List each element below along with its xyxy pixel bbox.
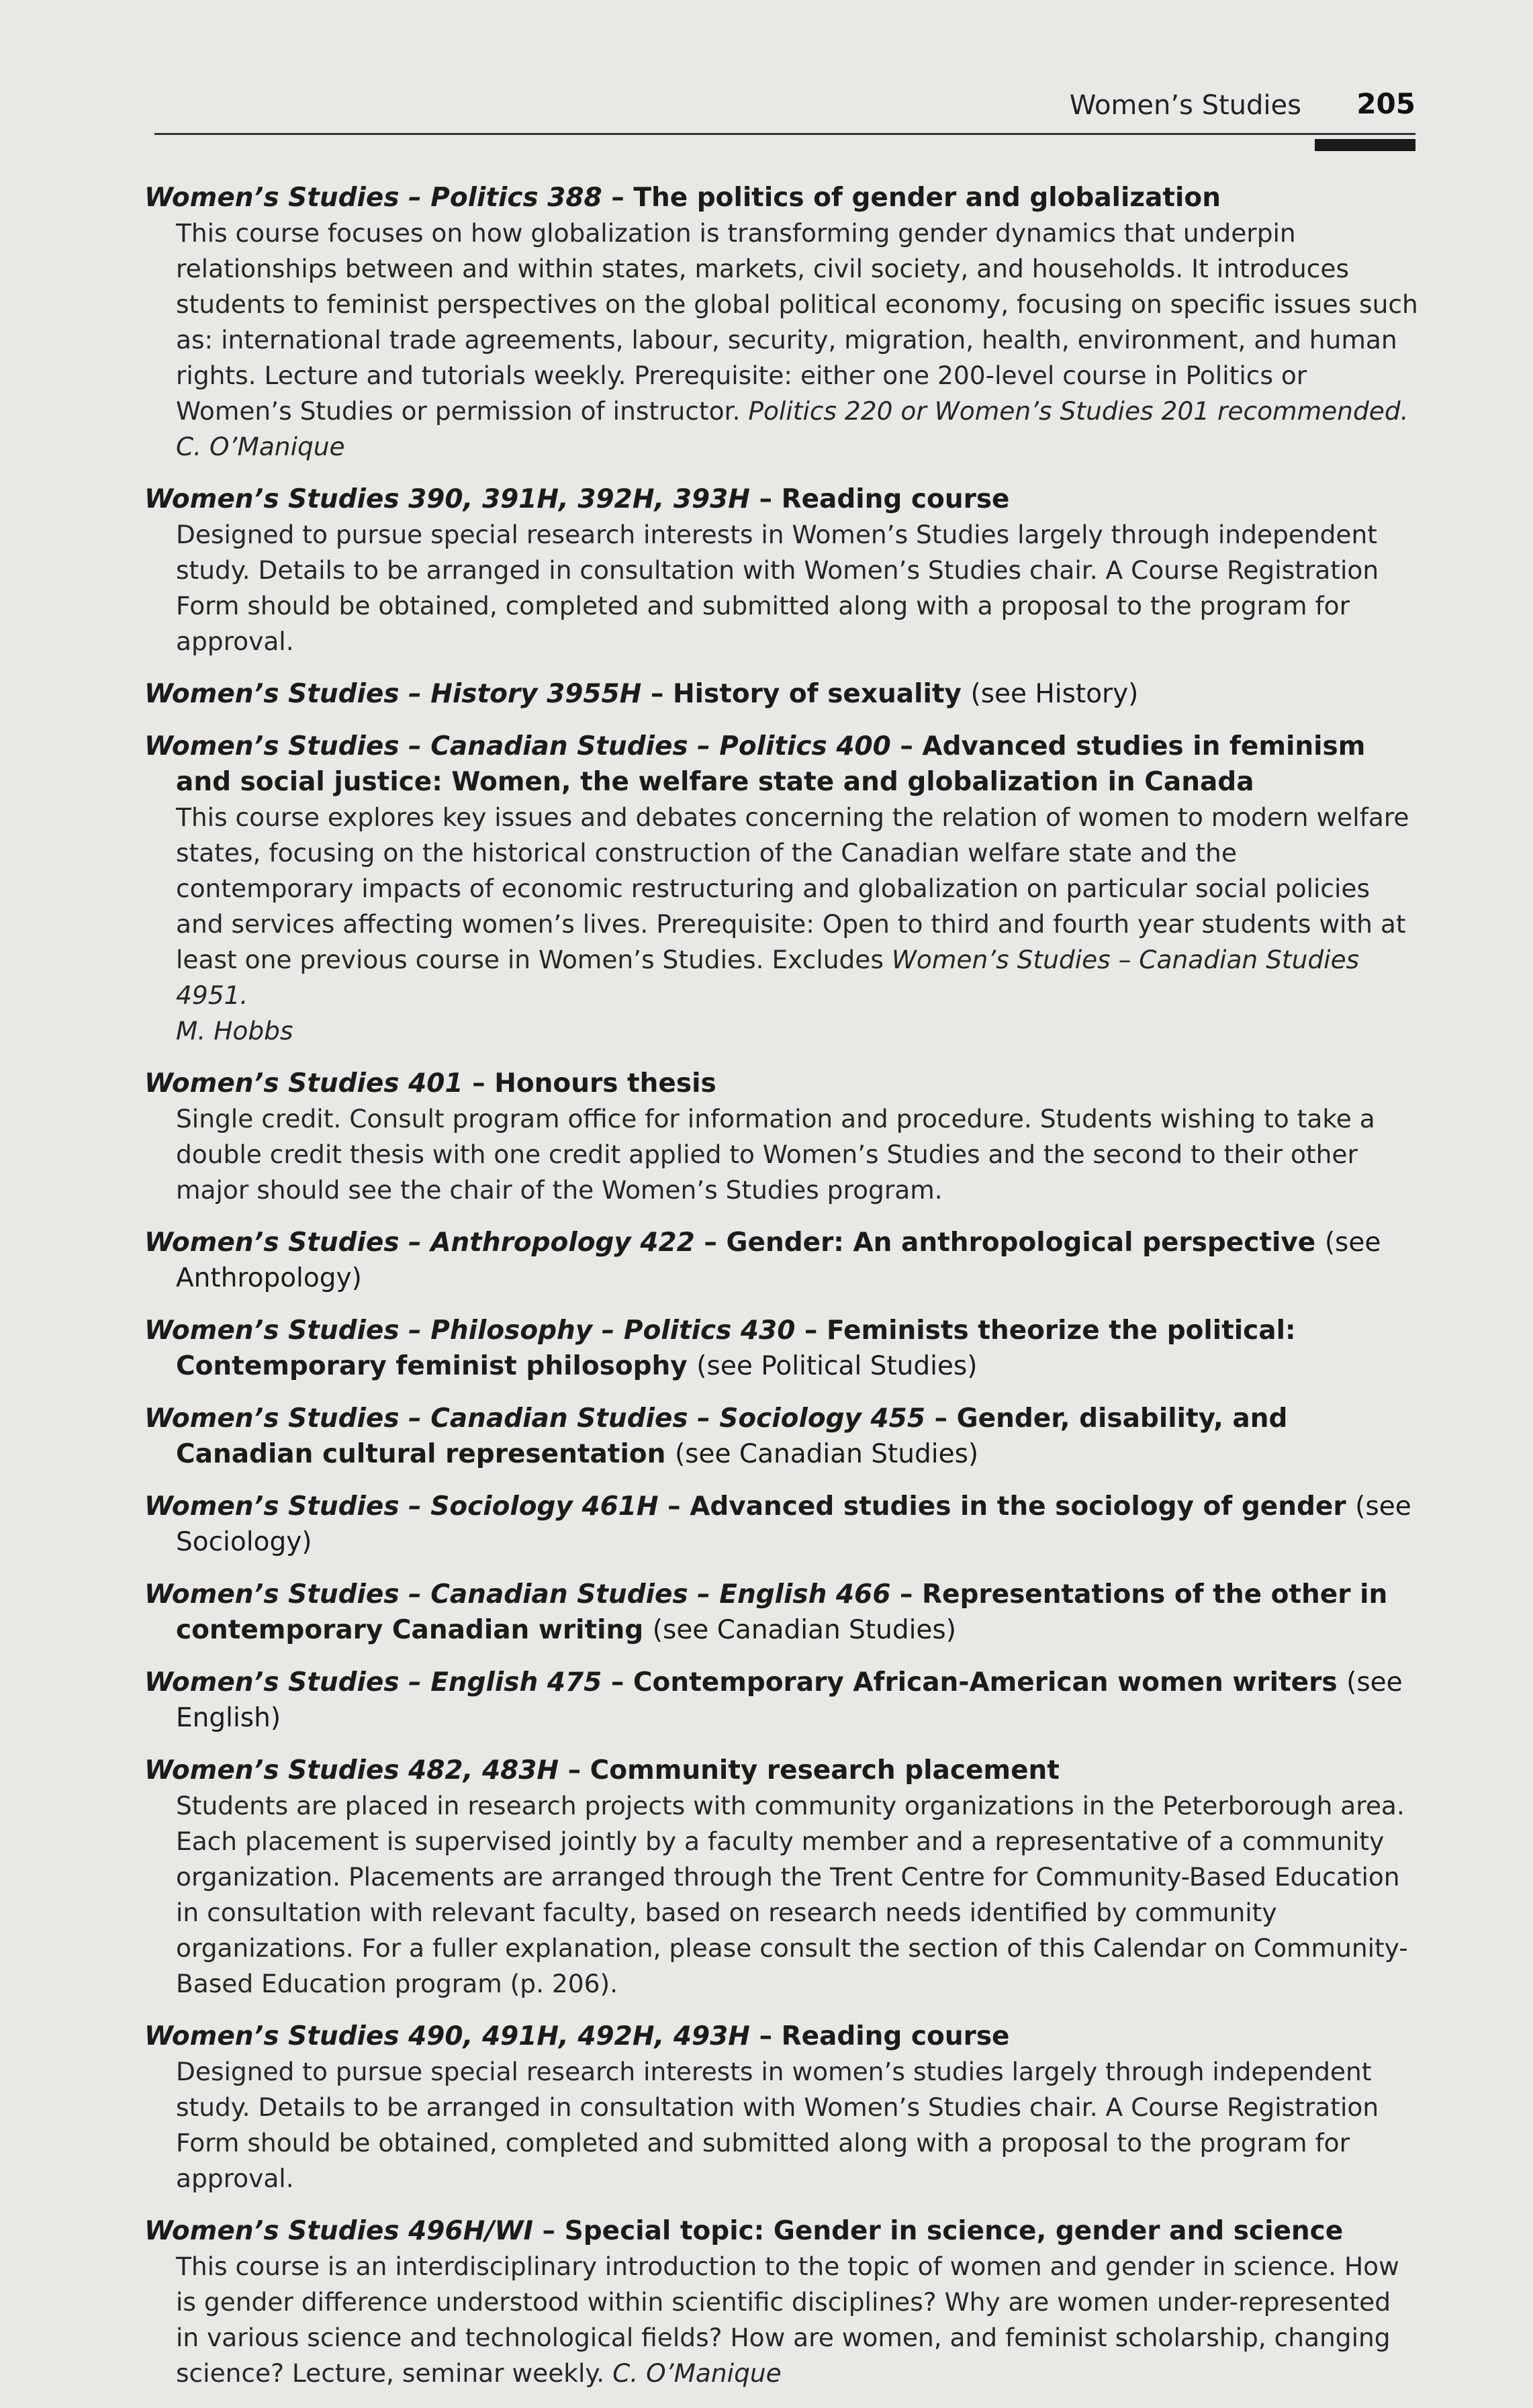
course-heading: Women’s Studies – Politics 388 – The politics of gender and globalization: [144, 183, 1221, 213]
course-list: [144, 180, 1420, 2408]
course-entry: [144, 180, 1420, 465]
course-heading: Women’s Studies – Canadian Studies – Politics 400 – Advanced studies in feminism and social justice: Women, the welfare state and globalization in Canada: [144, 731, 1366, 797]
course-title: Contemporary African-American women writers: [633, 1667, 1338, 1698]
course-entry: [144, 729, 1420, 1049]
cross-reference: (see Political Studies): [696, 1351, 978, 1381]
cross-reference: (see English): [176, 1667, 1403, 1733]
description-text: Designed to pursue special research interests in Women’s Studies largely through independent study. Details to be arranged in consultation with Women’s Studies chair. A Course Registration Form should be obtained, completed and submitted along with a proposal to the program for approval.: [176, 520, 1379, 656]
course-description: [144, 1101, 1420, 1208]
course-heading: Women’s Studies 401 – Honours thesis: [144, 1068, 716, 1099]
course-heading: Women’s Studies – Canadian Studies – English 466 – Representations of the other in contemporary Canadian writing (see Canadian Studies): [144, 1579, 1388, 1645]
course-title: Gender, disability, and Canadian cultural representation: [176, 1403, 1288, 1469]
cross-reference: (see Anthropology): [176, 1228, 1381, 1293]
course-title: Community research placement: [590, 1755, 1060, 1786]
description-text: Designed to pursue special research interests in women’s studies largely through independent study. Details to be arranged in consultation with Women’s Studies chair. A Course Registration Form should be obtained, completed and submitted along with a proposal to the program for approval.: [176, 2057, 1379, 2193]
course-entry: [144, 1489, 1420, 1560]
cross-reference: (see Canadian Studies): [652, 1615, 956, 1645]
header-rule: [154, 133, 1415, 135]
course-entry: [144, 2019, 1420, 2196]
course-code: Women’s Studies 496H/WI: [144, 2216, 533, 2246]
course-heading: Women’s Studies 490, 491H, 492H, 493H – Reading course: [144, 2021, 1010, 2051]
course-entry: [144, 1665, 1420, 1736]
course-entry: [144, 1066, 1420, 1208]
course-heading: Women’s Studies 390, 391H, 392H, 393H – Reading course: [144, 484, 1010, 514]
course-title: Advanced studies in the sociology of gender: [690, 1491, 1346, 1522]
course-heading: Women’s Studies – History 3955H – History of sexuality (see History): [144, 679, 1139, 709]
cross-reference: (see Canadian Studies): [674, 1439, 979, 1469]
course-code: Women’s Studies – English 475: [144, 1667, 602, 1698]
course-heading: Women’s Studies – Anthropology 422 – Gender: An anthropological perspective (see Anthropology): [144, 1228, 1381, 1293]
course-code: Women’s Studies – Canadian Studies – English 466: [144, 1579, 891, 1610]
course-heading: Women’s Studies – Sociology 461H – Advanced studies in the sociology of gender (see Sociology): [144, 1491, 1411, 1557]
description-text: Students are placed in research projects with community organizations in the Peterborough area. Each placement is supervised jointly by a faculty member and a representative of a community organization. Placements are arranged through the Trent Centre for Community-Based Education in consultation with relevant faculty, based on research needs identified by community organizations. For a fuller explanation, please consult the section of this Calendar on Community-Based Education program (p. 206).: [176, 1791, 1408, 1998]
description-note: C. O’Manique: [612, 2358, 782, 2388]
course-code: Women’s Studies – History 3955H: [144, 679, 642, 709]
course-title: Special topic: Gender in science, gender and science: [564, 2216, 1344, 2246]
course-entry: [144, 1577, 1420, 1648]
course-description: [144, 517, 1420, 659]
course-heading: Women’s Studies – Philosophy – Politics 430 – Feminists theorize the political: Contemporary feminist philosophy (see Political Studies): [144, 1315, 1296, 1381]
description-note: Women’s Studies – Canadian Studies 4951.: [176, 945, 1360, 1010]
header-rule-tab: [1315, 139, 1415, 151]
course-code: Women’s Studies 482, 483H: [144, 1755, 559, 1786]
course-entry: [144, 1401, 1420, 1472]
course-title: Honours thesis: [494, 1068, 716, 1099]
course-heading: Women’s Studies – Canadian Studies – Sociology 455 – Gender, disability, and Canadian cultural representation (see Canadian Studies): [144, 1403, 1288, 1469]
course-entry: [144, 1313, 1420, 1384]
course-code: Women’s Studies – Politics 388: [144, 183, 602, 213]
description-note: Politics 220 or Women’s Studies 201 recommended.: [748, 396, 1409, 426]
course-entry: [144, 481, 1420, 659]
course-description: [144, 2054, 1420, 2196]
course-heading: Women’s Studies 496H/WI – Special topic: Gender in science, gender and science: [144, 2216, 1344, 2246]
course-entry: [144, 1225, 1420, 1296]
course-description: [144, 800, 1420, 1013]
course-title: History of sexuality: [672, 679, 962, 709]
course-title: Gender: An anthropological perspective: [726, 1228, 1316, 1258]
instructor: C. O’Manique: [176, 432, 345, 461]
course-title: Representations of the other in contemporary Canadian writing: [176, 1579, 1388, 1645]
course-title: The politics of gender and globalization: [633, 183, 1221, 213]
page-number: 205: [1356, 87, 1415, 120]
running-head: [154, 86, 1415, 133]
course-title: Reading course: [781, 2021, 1010, 2051]
course-code: Women’s Studies – Sociology 461H: [144, 1491, 659, 1522]
course-entry: [144, 676, 1420, 712]
course-title: Feminists theorize the political: Contemporary feminist philosophy: [176, 1315, 1296, 1381]
course-code: Women’s Studies 401: [144, 1068, 463, 1099]
description-text: This course focuses on how globalization is transforming gender dynamics that underpin relationships between and within states, markets, civil society, and households. It introduces students to feminist perspectives on the global political economy, focusing on specific issues such as: international trade agreements, labour, security, migration, health, environment, and human rights. Lecture and tutorials weekly. Prerequisite: either one 200-level course in Politics or Women’s Studies or permission of instructor.: [176, 218, 1418, 426]
description-text: This course is an interdisciplinary introduction to the topic of women and gender in science. How is gender difference understood within scientific disciplines? Why are women under-represented in various science and technological fields? How are women, and feminist scholarship, changing science? Lecture, seminar weekly.: [176, 2252, 1399, 2388]
course-code: Women’s Studies – Canadian Studies – Politics 400: [144, 731, 891, 761]
course-entry: [144, 1753, 1420, 2002]
course-code: Women’s Studies 390, 391H, 392H, 393H: [144, 484, 750, 514]
description-text: This course explores key issues and debates concerning the relation of women to modern welfare states, focusing on the historical construction of the Canadian welfare state and the contemporary impacts of economic restructuring and globalization on particular social policies and services affecting women’s lives. Prerequisite: Open to third and fourth year students with at least one previous course in Women’s Studies. Excludes: [176, 802, 1409, 974]
course-code: Women’s Studies – Philosophy – Politics 430: [144, 1315, 796, 1346]
instructor: M. Hobbs: [176, 1016, 293, 1046]
course-description: [144, 1788, 1420, 2002]
cross-reference: (see History): [970, 679, 1139, 709]
course-title: Reading course: [781, 484, 1010, 514]
course-code: Women’s Studies – Anthropology 422: [144, 1228, 695, 1258]
course-entry: [144, 2213, 1420, 2391]
course-description: [144, 216, 1420, 429]
cross-reference: (see Sociology): [176, 1491, 1411, 1557]
description-text: Single credit. Consult program office for information and procedure. Students wishing to take a double credit thesis with one credit applied to Women’s Studies and the second to their other major should see the chair of the Women’s Studies program.: [176, 1104, 1375, 1205]
course-heading: Women’s Studies 482, 483H – Community research placement: [144, 1755, 1060, 1786]
course-description: [144, 2249, 1420, 2391]
section-name: Women’s Studies: [1069, 90, 1301, 121]
course-code: Women’s Studies 490, 491H, 492H, 493H: [144, 2021, 750, 2051]
course-heading: Women’s Studies – English 475 – Contemporary African-American women writers (see English): [144, 1667, 1403, 1733]
course-code: Women’s Studies – Canadian Studies – Sociology 455: [144, 1403, 925, 1434]
course-title: Advanced studies in feminism and social justice: Women, the welfare state and globalization in Canada: [176, 731, 1366, 797]
